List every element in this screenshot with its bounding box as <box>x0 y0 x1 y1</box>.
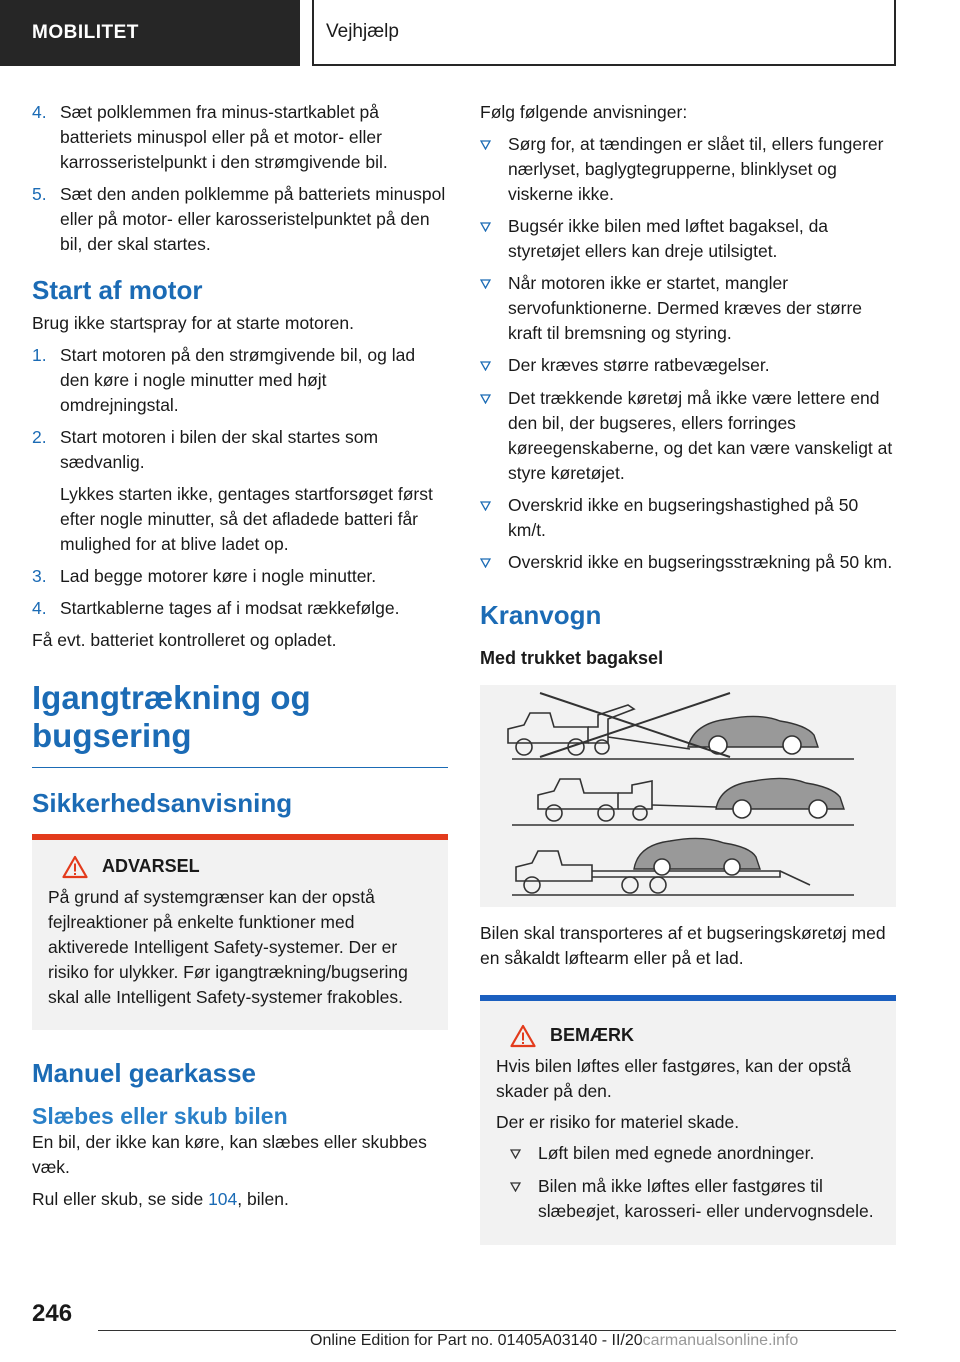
list-item <box>480 353 896 379</box>
note-box <box>480 995 896 1245</box>
page-number: 246 <box>32 1300 73 1327</box>
step-number: 4. <box>32 598 47 618</box>
note-label: BEMÆRK <box>550 1025 634 1045</box>
crane-text: Bilen skal transporteres af et bugseringskøretøj med en såkaldt løftearm eller på et lad. <box>480 923 886 968</box>
note-risk: Der er risiko for materiel skade. <box>496 1112 740 1132</box>
list-item <box>480 132 896 207</box>
step-item <box>32 596 448 621</box>
step-item <box>32 100 448 175</box>
step-number: 5. <box>32 184 47 204</box>
list-text: Når motoren ikke er startet, mangler servofunktionerne. Dermed kræves der større kraft til bremsning og styring. <box>508 273 863 343</box>
triangle-bullet-icon <box>510 1141 538 1167</box>
manual-heading: Manuel gearkasse <box>32 1058 257 1088</box>
chapter-title: Vejhjælp <box>326 21 399 42</box>
left-column <box>32 100 448 1219</box>
tow-truck-drawing <box>480 685 896 907</box>
list-item <box>480 214 896 264</box>
safety-heading: Sikkerhedsanvisning <box>32 788 293 818</box>
triangle-bullet-icon <box>480 214 508 264</box>
start-outro: Få evt. batteriet kontrolleret og opladet. <box>32 630 337 650</box>
triangle-bullet-icon <box>480 386 508 486</box>
list-item <box>480 271 896 346</box>
start-intro: Brug ikke startspray for at starte motoren. <box>32 313 354 333</box>
note-title <box>496 1023 880 1048</box>
page-link[interactable]: 104 <box>208 1189 238 1209</box>
list-text: Sørg for, at tændingen er slået til, ellers fungerer nærlyset, baglygtegrupperne, blinklyset og viskerne ikke. <box>508 134 884 204</box>
edition-text: Online Edition for Part no. 01405A03140 - II/20 <box>310 1332 643 1349</box>
start-heading: Start af motor <box>32 275 203 305</box>
list-text: Det trækkende køretøj må ikke være lettere end den bil, der bugseres, ellers forringes køreegenskaberne, og det kan være vanskeligt at styre køretøjet. <box>508 388 893 483</box>
triangle-bullet-icon <box>480 550 508 576</box>
step-number: 3. <box>32 566 47 586</box>
warning-label: ADVARSEL <box>102 856 200 876</box>
tow-ref-pre: Rul eller skub, se side <box>32 1189 209 1209</box>
list-item <box>480 550 896 576</box>
warning-triangle-icon <box>62 855 88 879</box>
section-tab <box>0 0 300 66</box>
instructions-intro: Følg følgende anvisninger: <box>480 102 688 122</box>
triangle-bullet-icon <box>480 271 508 346</box>
tow-ref-post: , bilen. <box>237 1189 289 1209</box>
note-list-text: Bilen må ikke løftes eller fastgøres til slæbeøjet, karosseri- eller undervognsdele. <box>538 1176 874 1221</box>
step-item <box>32 564 448 589</box>
step-text: Start motoren i bilen der skal startes som sædvanlig. <box>60 427 379 472</box>
footer-edition <box>310 1332 896 1350</box>
section-title: MOBILITET <box>32 22 139 43</box>
tow-reference <box>32 1187 448 1212</box>
step-number: 4. <box>32 102 47 122</box>
step-text: Sæt polklemmen fra minus-startkablet på batteriets minuspol eller på et motor- eller karrosseristelpunkt i den strømgivende bil. <box>60 102 388 172</box>
crane-subheading: Med trukket bagaksel <box>480 648 664 668</box>
list-text: Overskrid ikke en bugseringshastighed på 50 km/t. <box>508 495 859 540</box>
step-text: Start motoren på den strømgivende bil, og lad den køre i nogle minutter med højt omdrejningstal. <box>60 345 416 415</box>
step-item <box>32 182 448 257</box>
list-text: Overskrid ikke en bugseringsstrækning på 50 km. <box>508 552 893 572</box>
footer-divider <box>98 1330 896 1331</box>
step-text: Sæt den anden polklemme på batteriets minuspol eller på motor- eller karosseristelpunktet på den bil, der skal startes. <box>60 184 446 254</box>
tow-heading: Slæbes eller skub bilen <box>32 1103 288 1129</box>
main-heading: Igangtrækning og bugsering <box>32 679 448 768</box>
triangle-bullet-icon <box>510 1174 538 1224</box>
note-list-item <box>496 1141 880 1167</box>
note-list-text: Løft bilen med egnede anordninger. <box>538 1143 815 1163</box>
warning-text: På grund af systemgrænser kan der opstå fejlreaktioner på enkelte funktioner med aktiverede Intelligent Safety-systemer. Der er risiko for ulykker. Før igangtrækning/bugsering skal alle Intelligent Safety-systemer frakobles. <box>48 887 408 1007</box>
triangle-bullet-icon <box>480 493 508 543</box>
note-list-item <box>496 1174 880 1224</box>
chapter-tab <box>312 0 896 66</box>
step-extra-text: Lykkes starten ikke, gentages startforsøget først efter nogle minutter, så det afladede batteri får mulighed for at blive ladet op. <box>60 484 433 554</box>
warning-title <box>48 854 432 879</box>
list-text: Der kræves større ratbevægelser. <box>508 355 770 375</box>
step-text: Startkablerne tages af i modsat rækkefølge. <box>60 598 400 618</box>
step-item <box>32 425 448 475</box>
right-column <box>480 100 896 1261</box>
triangle-bullet-icon <box>480 353 508 379</box>
watermark: carmanualsonline.info <box>642 1332 799 1349</box>
list-item <box>480 386 896 486</box>
crane-heading: Kranvogn <box>480 600 602 630</box>
step-item <box>32 343 448 418</box>
warning-box <box>32 834 448 1030</box>
step-number: 1. <box>32 345 47 365</box>
tow-truck-illustration <box>480 685 896 907</box>
list-item <box>480 493 896 543</box>
triangle-bullet-icon <box>480 132 508 207</box>
caution-triangle-icon <box>510 1024 536 1048</box>
tow-text: En bil, der ikke kan køre, kan slæbes eller skubbes væk. <box>32 1132 427 1177</box>
step-text: Lad begge motorer køre i nogle minutter. <box>60 566 377 586</box>
step-number: 2. <box>32 427 47 447</box>
note-text: Hvis bilen løftes eller fastgøres, kan der opstå skader på den. <box>496 1056 852 1101</box>
list-text: Bugsér ikke bilen med løftet bagaksel, da styretøjet ellers kan dreje utilsigtet. <box>508 216 829 261</box>
